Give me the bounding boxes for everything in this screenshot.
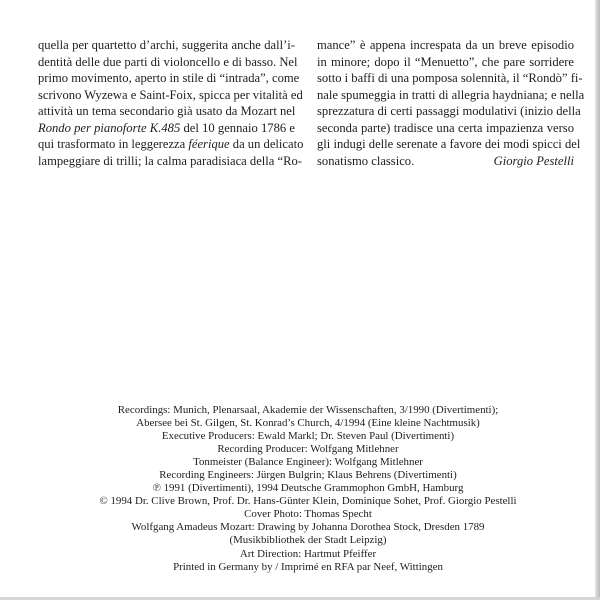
essay-line: nale spumeggia in tratti di allegria haydniana; e nella bbox=[317, 87, 585, 102]
feerique-italic: féerique bbox=[188, 137, 230, 152]
essay-closing-line bbox=[317, 153, 574, 170]
credit-line: ℗ 1991 (Divertimenti), 1994 Deutsche Grammophon GmbH, Hamburg bbox=[152, 482, 464, 495]
credit-line: Cover Photo: Thomas Specht bbox=[244, 508, 372, 521]
essay-line: primo movimento, aperto in stile di “intrada”, come bbox=[38, 71, 300, 86]
essay-line-text: del 10 gennaio 1786 e bbox=[180, 120, 295, 135]
essay-line: attività un tema secondario già usato da Mozart nel bbox=[38, 104, 296, 119]
essay-left-column bbox=[38, 37, 304, 169]
essay-line: mance” è appena increspata da un breve episodio bbox=[317, 38, 574, 52]
essay-line-text: da un delicato bbox=[229, 137, 304, 152]
essay-line: seconda parte) tradisce una certa impazienza verso bbox=[317, 120, 574, 135]
credit-line: Printed in Germany by / Imprimé en RFA par Neef, Wittingen bbox=[173, 560, 443, 573]
credit-line: Recording Engineers: Jürgen Bulgrin; Klaus Behrens (Divertimenti) bbox=[159, 469, 457, 482]
essay-line bbox=[38, 120, 295, 137]
essay-line: lampeggiare di trilli; la calma paradisiaca della “Ro- bbox=[38, 153, 303, 168]
credit-line: Tonmeister (Balance Engineer): Wolfgang Mitlehner bbox=[193, 456, 423, 469]
recording-credits bbox=[48, 404, 568, 574]
page-edge-shadow bbox=[595, 0, 600, 600]
essay-line: scrivono Wyzewa e Saint-Foix, spicca per vitalità ed bbox=[38, 87, 303, 102]
essay-right-column bbox=[317, 37, 585, 169]
credit-line: Recordings: Munich, Plenarsaal, Akademie der Wissenschaften, 3/1990 (Divertimenti); bbox=[117, 404, 499, 416]
essay-line: quella per quartetto d’archi, suggerita anche dall’i- bbox=[38, 38, 295, 52]
essay-line: gli indugi delle serenate a favore dei modi spicci del bbox=[317, 137, 581, 152]
credit-line: Recording Producer: Wolfgang Mitlehner bbox=[217, 443, 399, 456]
essay-last-line: sonatismo classico. bbox=[317, 153, 415, 168]
credit-line: Executive Producers: Ewald Markl; Dr. Steven Paul (Divertimenti) bbox=[161, 430, 455, 443]
credit-line: Art Direction: Hartmut Pfeiffer bbox=[239, 547, 377, 560]
work-title-italic: Rondo per pianoforte K.485 bbox=[38, 120, 181, 135]
essay-line: sprezzatura di certi passaggi modulativi (inizio della bbox=[317, 104, 581, 119]
credit-line: © 1994 Dr. Clive Brown, Prof. Dr. Hans-Günter Klein, Dominique Sohet, Prof. Giorgio Pestelli bbox=[99, 495, 517, 508]
author-signature: Giorgio Pestelli bbox=[493, 153, 574, 168]
essay-line: sotto i baffi di una pomposa solennità, il “Rondò” fi- bbox=[317, 71, 583, 86]
essay-line: dentità delle due parti di violoncello e di basso. Nel bbox=[38, 54, 298, 69]
essay-line-text: qui trasformato in leggerezza bbox=[38, 137, 189, 152]
credit-line: (Musikbibliothek der Stadt Leipzig) bbox=[229, 534, 387, 547]
essay-line: in minore; dopo il “Menuetto”, che pare sorridere bbox=[317, 54, 574, 69]
credit-line: Abersee bei St. Gilgen, St. Konrad’s Church, 4/1994 (Eine kleine Nachtmusik) bbox=[136, 417, 480, 430]
credit-line: Wolfgang Amadeus Mozart: Drawing by Johanna Dorothea Stock, Dresden 1789 bbox=[131, 521, 485, 534]
essay-line bbox=[38, 136, 304, 153]
